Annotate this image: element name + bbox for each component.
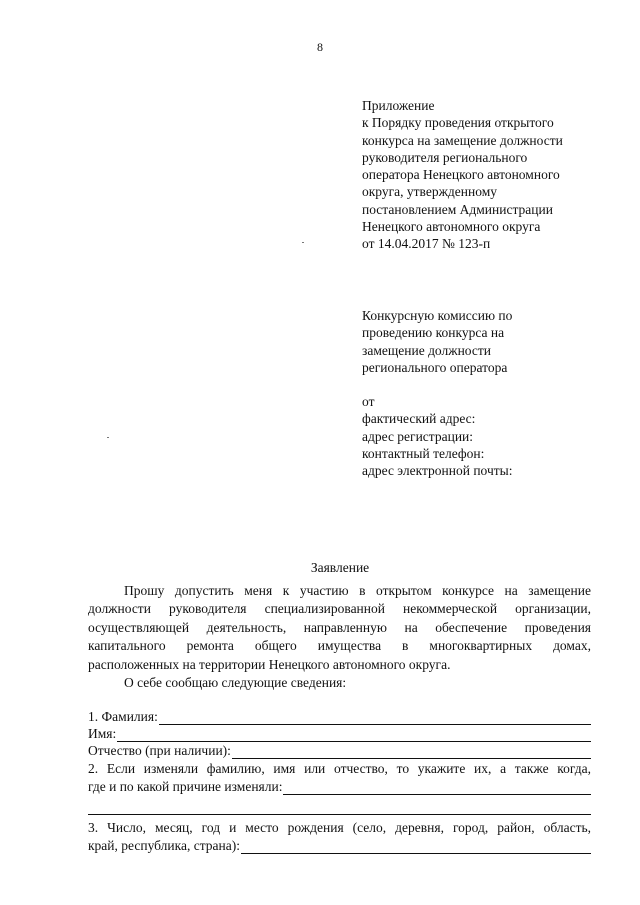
changed-names-field[interactable] [88,778,591,795]
addressee-line: замещение должности [362,342,491,358]
appendix-line: конкурса на замещение должности [362,132,563,148]
paragraph-line: капитального ремонта общего имущества в многоквартирных домах, [88,638,591,654]
appendix-line: руководителя регионального [362,149,528,165]
changed-names-extra-line[interactable] [88,814,591,815]
paragraph-line: расположенных на территории Ненецкого автономного округа. [88,656,451,672]
registration-address-label: адрес регистрации: [362,428,474,444]
surname-field[interactable] [88,708,591,725]
appendix-line: постановлением Администрации [362,201,553,217]
scan-speck [107,437,109,438]
patronymic-label: Отчество (при наличии): [88,743,231,758]
page-number: 8 [317,40,323,54]
addressee-line: регионального оператора [362,359,508,375]
scan-speck [302,242,304,243]
addressee-line: проведению конкурса на [362,325,505,341]
changed-names-label: где и по какой причине изменяли: [88,779,283,794]
addressee-line: Конкурсную комиссию по [362,308,513,323]
application-paragraph [88,582,591,692]
paragraph-line: Прошу допустить меня к участию в открытом конкурсе на замещение [124,583,591,598]
birth-text: 3. Число, месяц, год и место рождения (село, деревня, город, район, область, [88,820,591,835]
changed-names-text: 2. Если изменяли фамилию, имя или отчество, то укажите их, а также когда, [88,761,591,776]
paragraph-line: осуществляющей деятельность, направленную на обеспечение проведения [88,619,591,635]
birth-line[interactable] [241,840,591,854]
changed-names-line[interactable] [283,781,591,795]
appendix-line: Приложение [362,98,435,113]
name-line[interactable] [117,728,591,742]
intro-text: О себе сообщаю следующие сведения: [124,675,347,691]
sender-block [362,393,512,479]
surname-line[interactable] [159,711,591,725]
email-label: адрес электронной почты: [362,463,513,479]
name-label: Имя: [88,726,117,741]
patronymic-field[interactable] [88,742,591,759]
appendix-line: Ненецкого автономного округа [362,219,541,235]
document-title: Заявление [310,560,370,575]
applicant-form [88,708,591,854]
phone-label: контактный телефон: [362,445,485,461]
paragraph-line: должности руководителя специализированной некоммерческой организации, [88,601,591,617]
appendix-line: оператора Ненецкого автономного [362,167,560,183]
appendix-line: к Порядку проведения открытого [362,115,554,131]
appendix-block [362,97,563,253]
name-field[interactable] [88,725,591,742]
changed-names-question [88,759,591,778]
birth-label: край, республика, страна): [88,838,240,853]
sender-from: от [362,394,375,409]
birth-question [88,818,591,837]
appendix-line: округа, утвержденному [362,184,498,200]
birth-field[interactable] [88,837,591,854]
appendix-line: от 14.04.2017 № 123-п [362,236,491,252]
patronymic-line[interactable] [232,745,591,759]
addressee-block [362,307,512,376]
surname-label: 1. Фамилия: [88,709,158,724]
actual-address-label: фактический адрес: [362,411,476,427]
